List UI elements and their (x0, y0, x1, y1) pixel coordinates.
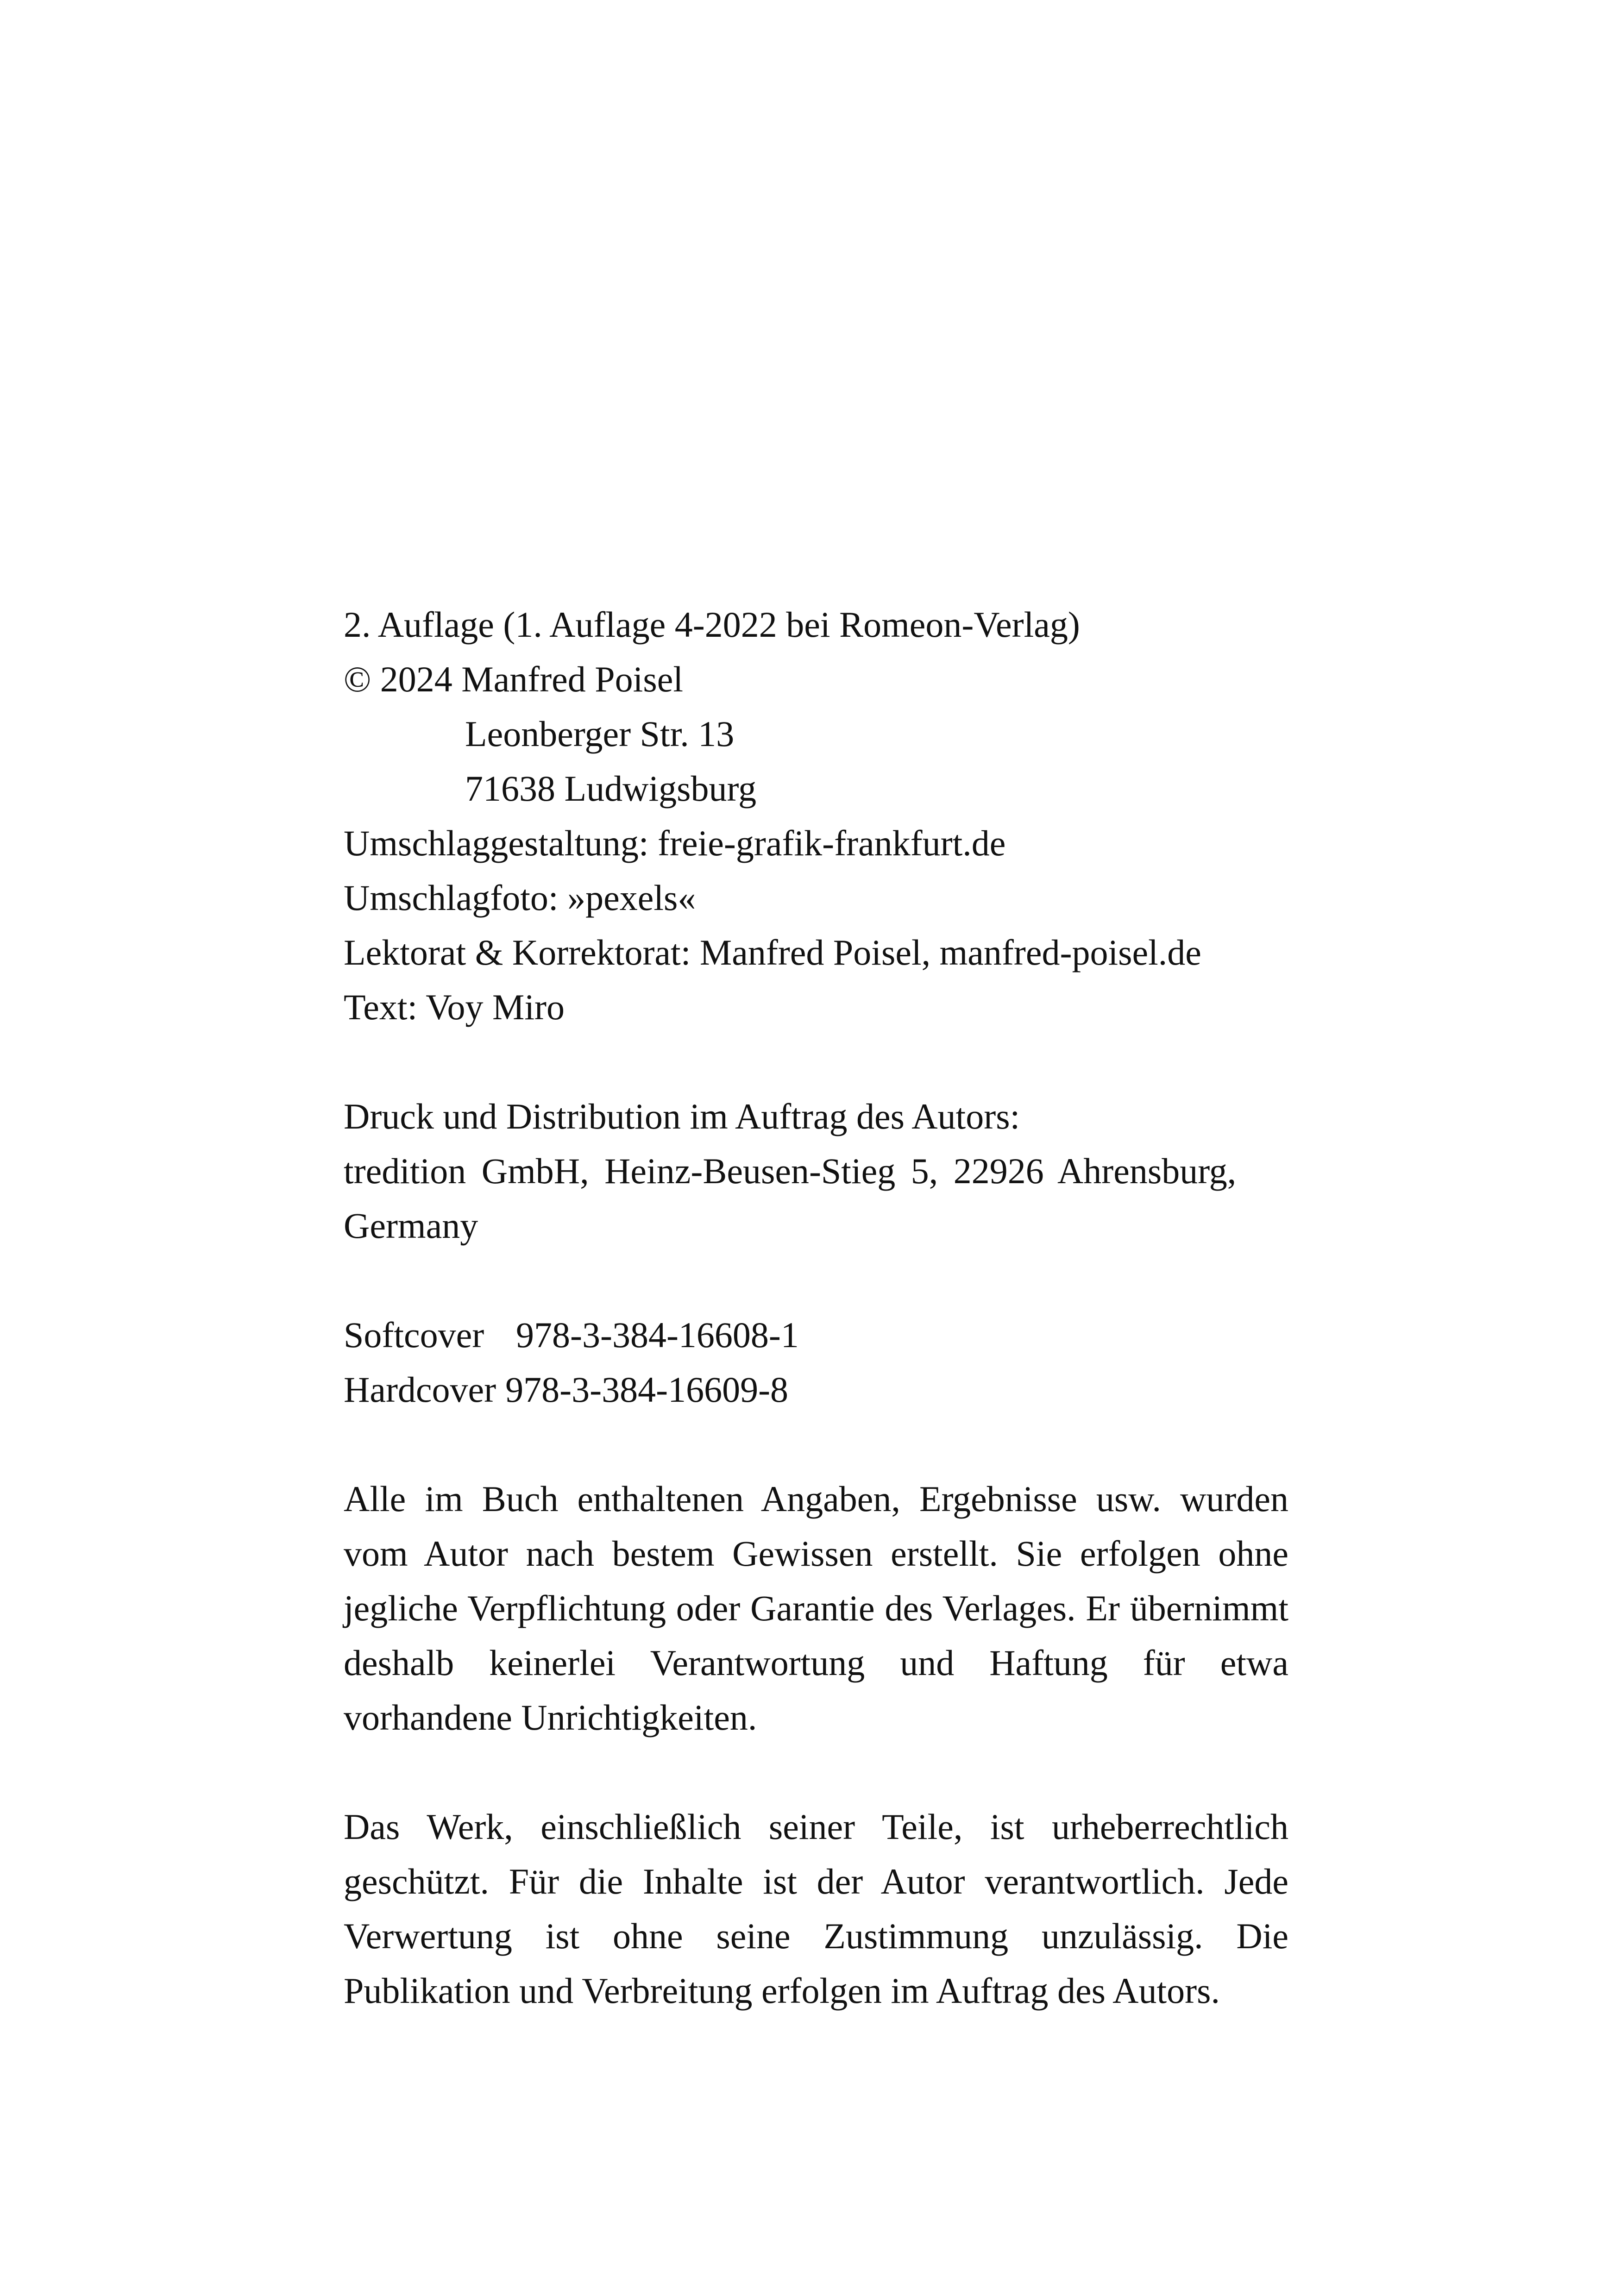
spacer (344, 1035, 1288, 1089)
imprint-page (344, 597, 1288, 2018)
spacer (344, 1253, 1288, 1308)
editing-line: Lektorat & Korrektorat: Manfred Poisel, manfred-poisel.de (344, 932, 1201, 972)
isbn-softcover-number: 978-3-384-16608-1 (516, 1315, 799, 1355)
copyright-notice-paragraph: Das Werk, einschließlich seiner Teile, ist urheberrechtlich geschützt. Für die Inhalte ist der Autor verantwortlich. Jede Verwertung ist ohne seine Zustimmung unzulässig. Die Publikation und Verbreitung erfolgen im Auftrag des Autors. (344, 1807, 1288, 2011)
edition-line: 2. Auflage (1. Auflage 4-2022 bei Romeon-Verlag) (344, 604, 1080, 645)
distribution-address: tredition GmbH, Heinz-Beusen-Stieg 5, 22926 Ahrensburg, (344, 1151, 1237, 1191)
isbn-softcover (344, 1308, 1288, 1362)
distribution-heading: Druck und Distribution im Auftrag des Autors: (344, 1096, 1020, 1136)
spacer (344, 1745, 1288, 1800)
text-credit-line: Text: Voy Miro (344, 987, 565, 1027)
cover-design-line: Umschlaggestaltung: freie-grafik-frankfurt.de (344, 823, 1006, 863)
distribution-country: Germany (344, 1205, 478, 1246)
isbn-softcover-label: Softcover (344, 1315, 484, 1355)
spacer (344, 1417, 1288, 1472)
copyright-line: © 2024 Manfred Poisel (344, 659, 684, 699)
address-city: 71638 Ludwigsburg (465, 768, 757, 809)
disclaimer-paragraph: Alle im Buch enthaltenen Angaben, Ergebnisse usw. wurden vom Autor nach bestem Gewissen erstellt. Sie erfolgen ohne jegliche Verpflichtung oder Garantie des Verlages. Er übernimmt deshalb keinerlei Verantwortung und Haftung für etwa vorhandene Unrichtigkeiten. (344, 1479, 1288, 1738)
address-street: Leonberger Str. 13 (465, 714, 735, 754)
isbn-hardcover-number: 978-3-384-16609-8 (505, 1369, 789, 1410)
isbn-hardcover (344, 1362, 1288, 1417)
isbn-hardcover-label: Hardcover (344, 1369, 496, 1410)
cover-photo-line: Umschlagfoto: »pexels« (344, 878, 696, 918)
